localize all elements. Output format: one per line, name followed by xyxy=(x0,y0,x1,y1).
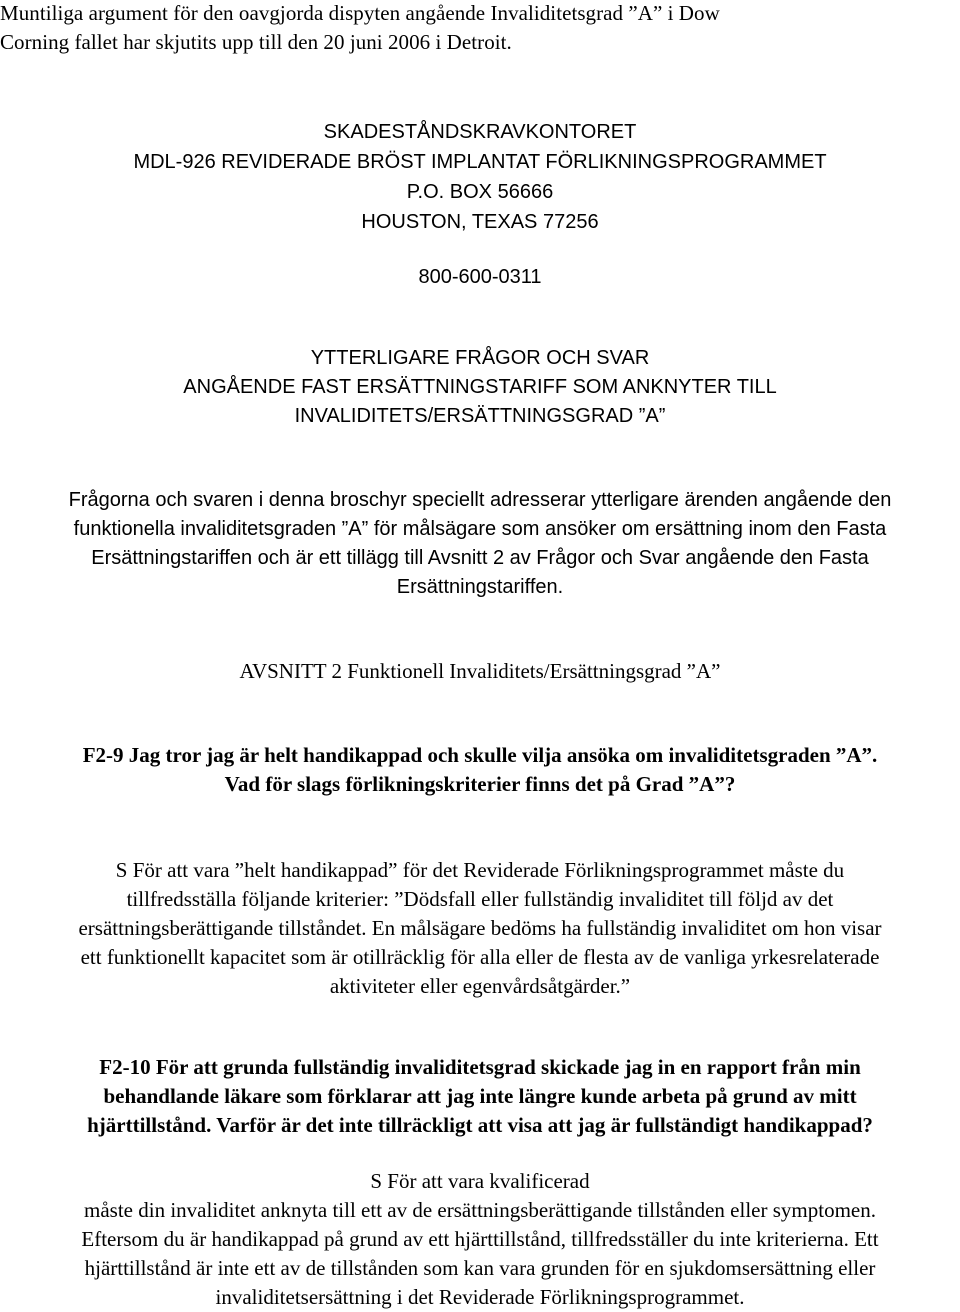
intro-paragraph xyxy=(0,0,930,57)
answer-f2-10-line-4: hjärttillstånd är inte ett av de tillstånden som kan vara grunden för en sjukdomsersättning eller xyxy=(84,1256,876,1280)
question-f2-9 xyxy=(0,741,960,799)
question-f2-10-line-1: F2-10 För att grunda fullständig invaliditetsgrad skickade jag in en rapport från min xyxy=(99,1055,861,1079)
city-line: HOUSTON, TEXAS 77256 xyxy=(361,211,599,233)
section-heading-text: AVSNITT 2 Funktionell Invaliditets/Ersättningsgrad ”A” xyxy=(239,659,721,683)
program-name: MDL-926 REVIDERADE BRÖST IMPLANTAT FÖRLIKNINGSPROGRAMMET xyxy=(133,151,827,173)
description-line-2: funktionella invaliditetsgraden ”A” för målsägare som ansöker om ersättning inom den Fasta xyxy=(73,518,887,540)
title-line-3: INVALIDITETS/ERSÄTTNINGSGRAD ”A” xyxy=(294,405,666,427)
answer-f2-9-line-1: S För att vara ”helt handikappad” för det Reviderade Förlikningsprogrammet måste du xyxy=(115,858,845,882)
address-block xyxy=(0,118,960,237)
question-f2-9-line-2: Vad för slags förlikningskriterier finns det på Grad ”A”? xyxy=(224,772,736,796)
description-line-3: Ersättningstariffen och är ett tillägg till Avsnitt 2 av Frågor och Svar angående den Fasta xyxy=(91,547,869,569)
section-heading xyxy=(0,657,960,686)
answer-f2-10-line-3: Eftersom du är handikappad på grund av ett hjärttillstånd, tillfredsställer du inte kriterierna. Ett xyxy=(81,1227,879,1251)
question-f2-10-line-3: hjärttillstånd. Varför är det inte tillräckligt att visa att jag är fullständigt handikappad? xyxy=(87,1113,873,1137)
answer-f2-10 xyxy=(0,1167,960,1312)
phone-number: 800-600-0311 xyxy=(418,266,542,288)
answer-f2-9-line-2: tillfredsställa följande kriterier: ”Dödsfall eller fullständig invaliditet till följd av det xyxy=(126,887,834,911)
description-line-4: Ersättningstariffen. xyxy=(396,576,564,598)
answer-f2-9-line-5: aktiviteter eller egenvårdsåtgärder.” xyxy=(329,974,631,998)
answer-f2-10-line-5: invaliditetsersättning i det Reviderade Förlikningsprogrammet. xyxy=(215,1285,745,1309)
answer-f2-9 xyxy=(0,856,960,1001)
question-f2-10 xyxy=(0,1053,960,1140)
answer-f2-9-line-3: ersättningsberättigande tillståndet. En målsägare bedöms ha fullständig invaliditet om hon visar xyxy=(78,916,882,940)
po-box: P.O. BOX 56666 xyxy=(406,181,554,203)
description-line-1: Frågorna och svaren i denna broschyr speciellt adresserar ytterligare ärenden angående den xyxy=(68,489,892,511)
intro-line-1: Muntiliga argument för den oavgjorda dispyten angående Invaliditetsgrad ”A” i Dow xyxy=(0,1,720,25)
title-line-2: ANGÅENDE FAST ERSÄTTNINGSTARIFF SOM ANKNYTER TILL xyxy=(183,376,777,398)
answer-f2-10-line-1: S För att vara kvalificerad xyxy=(370,1169,590,1193)
answer-f2-10-line-2: måste din invaliditet anknyta till ett av de ersättningsberättigande tillstånden eller symptomen. xyxy=(84,1198,876,1222)
intro-line-2: Corning fallet har skjutits upp till den 20 juni 2006 i Detroit. xyxy=(0,30,512,54)
question-f2-10-line-2: behandlande läkare som förklarar att jag inte längre kunde arbeta på grund av mitt xyxy=(103,1084,857,1108)
office-name: SKADESTÅNDSKRAVKONTORET xyxy=(323,121,637,143)
question-f2-9-line-1: F2-9 Jag tror jag är helt handikappad och skulle vilja ansöka om invaliditetsgraden ”A”. xyxy=(82,743,878,767)
title-line-1: YTTERLIGARE FRÅGOR OCH SVAR xyxy=(310,347,650,369)
answer-f2-9-line-4: ett funktionellt kapacitet som är otillräcklig för alla eller de flesta av de vanliga yrkesrelaterade xyxy=(80,945,880,969)
document-title xyxy=(0,344,960,431)
phone-block xyxy=(0,263,960,292)
description-paragraph xyxy=(0,486,960,602)
